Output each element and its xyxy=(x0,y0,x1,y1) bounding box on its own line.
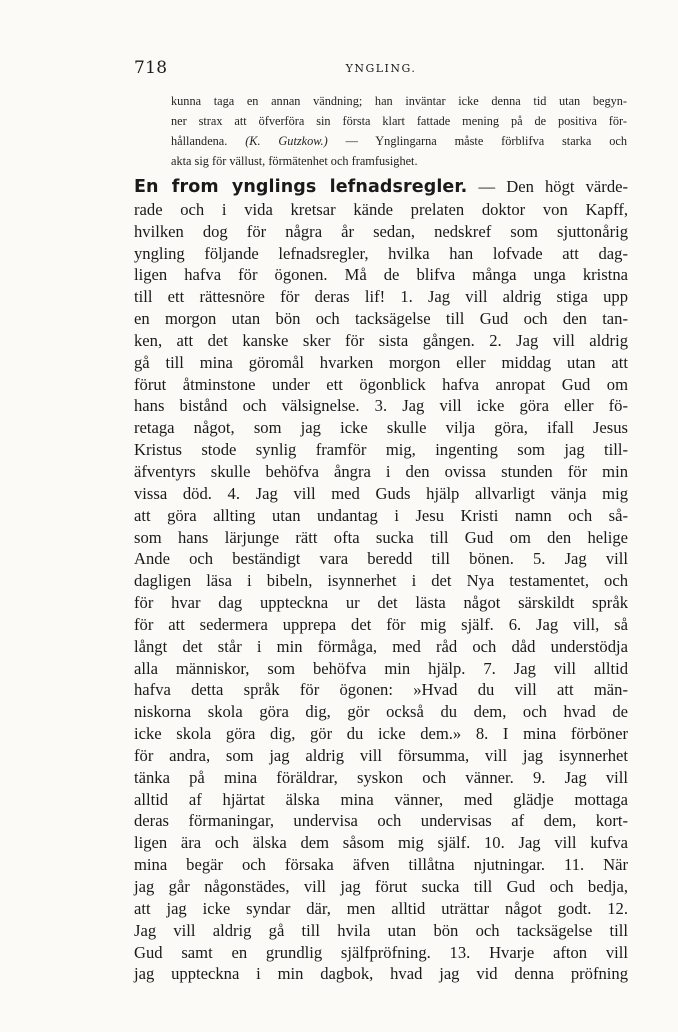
page-number: 718 xyxy=(134,58,168,78)
text-line: alla människor, som behöfva min hjälp. 7. Jag vill alltid xyxy=(134,658,628,678)
text-line: ner strax att öfverföra sin första klart fattade mening på de positiva för- xyxy=(171,114,627,128)
text-line: Gud samt en grundlig själfpröfning. 13. Hvarje afton vill xyxy=(134,942,628,962)
text-line: rade och i vida kretsar kände prelaten doktor von Kapff, xyxy=(134,199,628,219)
text-line: yngling följande lefnadsregler, hvilka han lofvade att dag- xyxy=(134,243,628,263)
text-line: att jag icke syndar där, men alltid uträttar något godt. 12. xyxy=(134,898,628,918)
text-line: mina begär och försaka äfven tillåtna njutningar. 11. När xyxy=(134,855,628,875)
text-line: ken, att det kanske sker för sista gången. 2. Jag vill aldrig xyxy=(134,330,628,350)
article-heading: En from ynglings lefnadsregler. xyxy=(134,177,468,197)
text-line: retaga något, som jag icke skulle vilja göra, ifall Jesus xyxy=(134,418,628,438)
text-line: vissa död. 4. Jag vill med Guds hjälp allvarligt vänja mig xyxy=(134,483,628,503)
text-line: Ande och beständigt vara beredd till bönen. 5. Jag vill xyxy=(134,549,628,569)
text-line: ligen ära och älska dem såsom mig själf. 10. Jag vill kufva xyxy=(134,833,628,853)
text-line: tänka på mina föräldrar, syskon och vänner. 9. Jag vill xyxy=(134,767,628,787)
text-line: alltid af hjärtat älska mina vänner, med glädje mottaga xyxy=(134,789,628,809)
text-line: ligen hafva för ögonen. Må de blifva många unga kristna xyxy=(134,265,628,285)
text-line: Kristus stode synlig framför mig, ingenting som jag till- xyxy=(134,440,628,460)
article-body xyxy=(134,176,628,985)
running-title: YNGLING. xyxy=(345,62,417,75)
text-line: äfventyrs skulle behöfva ångra i den ovissa stunden för min xyxy=(134,461,628,481)
text-line: Jag vill aldrig gå till hvila utan bön och tacksägelse till xyxy=(134,920,628,940)
text-line xyxy=(171,131,627,151)
text-line: att göra allting utan undantag i Jesu Kristi namn och så- xyxy=(134,505,628,525)
text-line: för andra, som jag aldrig vill försumma, vill jag isynnerhet xyxy=(134,745,628,765)
text-line: dagligen läsa i bibeln, isynnerhet i det Nya testamentet, och xyxy=(134,571,628,591)
text-segment: hållandena. xyxy=(171,134,228,148)
text-line xyxy=(134,176,628,199)
text-line: jag går någonstädes, vill jag förut sucka till Gud och bedja, xyxy=(134,877,628,896)
text-line: icke skola göra dig, gör du icke dem.» 8. I mina förböner xyxy=(134,724,628,744)
author-citation: (K. Gutzkow.) xyxy=(245,134,328,148)
running-head xyxy=(134,58,628,82)
text-line: hans bistånd och välsignelse. 3. Jag vill icke göra eller fö- xyxy=(134,396,628,416)
text-line: hafva detta språk för ögonen: »Hvad du vill att män- xyxy=(134,680,628,700)
text-line: deras förmaningar, undervisa och undervisas af dem, kort- xyxy=(134,811,628,831)
text-segment: — Den högt värde- xyxy=(478,177,629,196)
text-line: en morgon utan bön och tacksägelse till Gud och den tan- xyxy=(134,309,628,329)
text-line: för att sedermera upprepa det för mig själf. 6. Jag vill, så xyxy=(134,614,628,634)
text-line: kunna taga en annan vändning; han inväntar icke denna tid utan begyn- xyxy=(171,94,627,108)
text-line: gå till mina göromål hvarken morgon eller middag utan att xyxy=(134,352,628,372)
text-line: niskorna skola göra dig, gör också du dem, och hvad de xyxy=(134,702,628,722)
preceding-paragraph xyxy=(171,91,627,171)
text-line: jag uppteckna i min dagbok, hvad jag vid denna pröfning xyxy=(134,964,628,984)
text-line: för hvar dag uppteckna ur det lästa något särskildt språk xyxy=(134,593,628,613)
text-line: hvilken dog för några år sedan, nedskref som sjuttonårig xyxy=(134,221,628,241)
text-line: som hans lärjunge rätt ofta sucka till Gud om den helige xyxy=(134,527,628,547)
text-line: långt det står i min förmåga, med råd och dåd understödja xyxy=(134,636,628,656)
text-line: akta sig för vällust, förmätenhet och framfusighet. xyxy=(171,154,418,168)
text-line: till ett rättesnöre för deras lif! 1. Jag vill aldrig stiga upp xyxy=(134,287,628,307)
text-segment: — Ynglingarna måste förblifva starka och xyxy=(345,134,627,148)
text-line: förut åtminstone under ett ögonblick hafva anropat Gud om xyxy=(134,374,628,394)
